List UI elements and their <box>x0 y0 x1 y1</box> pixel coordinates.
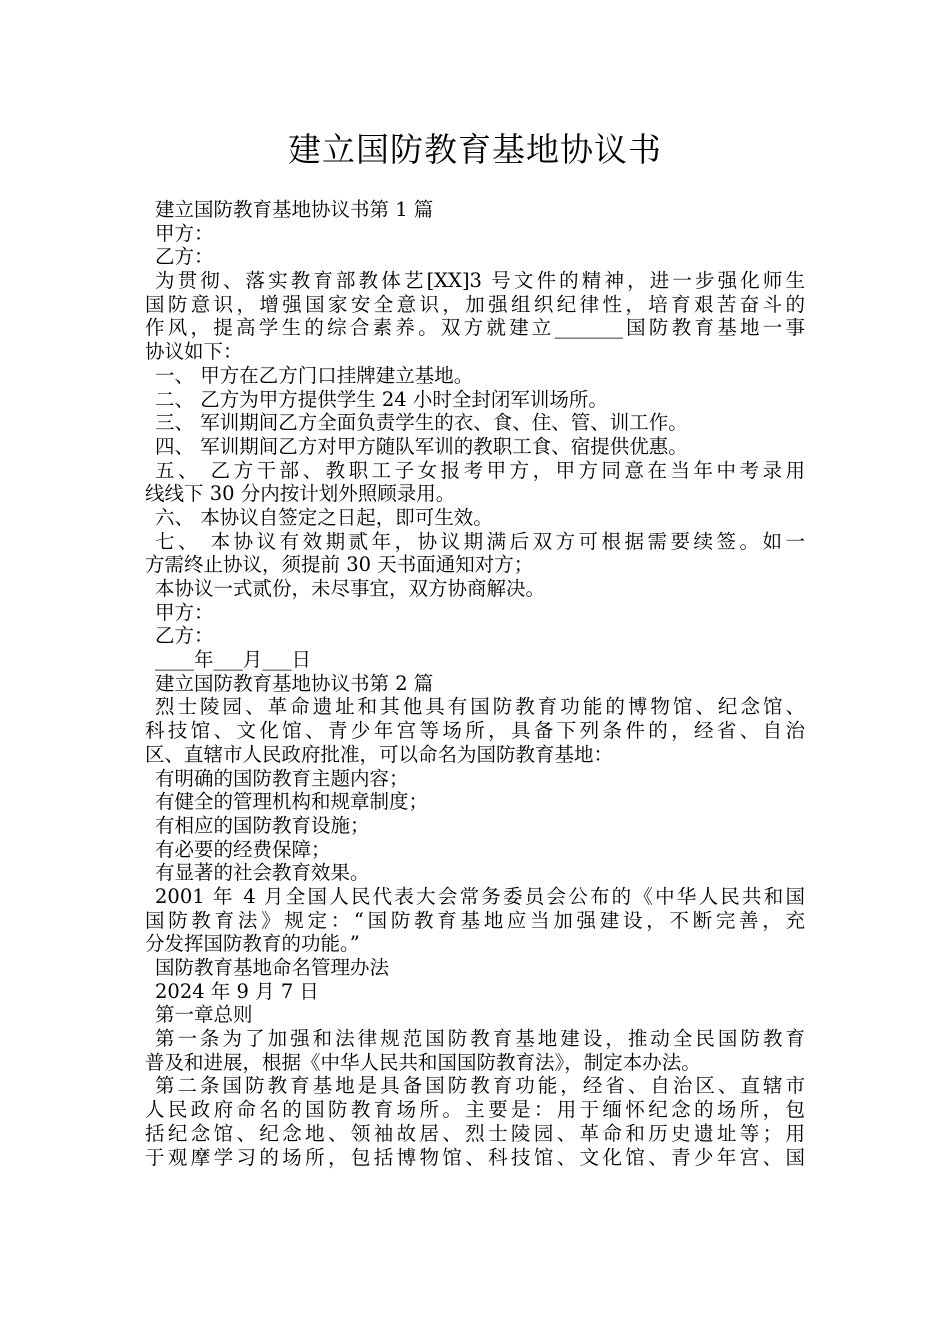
text-line: 乙方： <box>155 245 214 269</box>
text-line: 建立国防教育基地协议书第 1 篇 <box>155 198 434 221</box>
text-line: 2024 年 9 月 7 日 <box>155 979 319 1003</box>
text-line: 甲方： <box>155 600 214 624</box>
text-line: 有相应的国防教育设施； <box>155 813 370 837</box>
text-line: 国防意识，增强国家安全意识，加强组织纪律性，培育艰苦奋斗的 <box>145 292 805 316</box>
text-line: 为贯彻、落实教育部教体艺[XX]3 号文件的精神，进一步强化师生 <box>155 269 805 293</box>
text-line: 科技馆、文化馆、青少年宫等场所，具备下列条件的，经省、自治 <box>145 719 805 743</box>
text-line: 协议如下： <box>145 340 243 364</box>
text-line: 五、 乙方干部、教职工子女报考甲方，甲方同意在当年中考录用 <box>155 458 805 482</box>
text-line: 作风，提高学生的综合素养。双方就建立_______国防教育基地一事 <box>145 316 805 340</box>
text-line: 第一条为了加强和法律规范国防教育基地建设，推动全民国防教育 <box>155 1027 805 1051</box>
text-line: 建立国防教育基地协议书第 2 篇 <box>155 671 434 695</box>
text-line: 有显著的社会教育效果。 <box>155 861 370 885</box>
text-line: 2001 年 4 月全国人民代表大会常务委员会公布的《中华人民共和国 <box>155 884 805 908</box>
text-line: 有明确的国防教育主题内容； <box>155 766 409 790</box>
text-line: 乙方： <box>155 624 214 648</box>
text-line: 线线下 30 分内按计划外照顾录用。 <box>145 482 456 506</box>
text-line: 普及和进展，根据《中华人民共和国国防教育法》，制定本办法。 <box>145 1050 701 1074</box>
text-line: ____年___月___日 <box>155 648 312 672</box>
text-line: 国防教育法》规定：“国防教育基地应当加强建设，不断完善，充 <box>145 908 805 932</box>
text-line: 方需终止协议，须提前 30 天书面通知对方； <box>145 553 534 577</box>
text-line: 三、 军训期间乙方全面负责学生的衣、食、住、管、训工作。 <box>155 411 688 435</box>
text-line: 第一章总则 <box>155 1003 253 1027</box>
text-line: 一、 甲方在乙方门口挂牌建立基地。 <box>155 363 474 387</box>
text-line: 国防教育基地命名管理办法 <box>155 956 390 979</box>
text-line: 分发挥国防教育的功能。” <box>145 932 360 956</box>
text-line: 区、直辖市人民政府批准，可以命名为国防教育基地： <box>145 742 614 766</box>
text-line: 甲方： <box>155 221 214 245</box>
text-line: 括纪念馆、纪念地、领袖故居、烈士陵园、革命和历史遗址等；用 <box>145 1121 805 1145</box>
text-line: 于观摩学习的场所，包括博物馆、科技馆、文化馆、青少年宫、国 <box>145 1145 805 1169</box>
text-line: 四、 军训期间乙方对甲方随队军训的教职工食、宿提供优惠。 <box>155 434 688 458</box>
text-line: 有必要的经费保障； <box>155 837 331 861</box>
text-line: 本协议一式贰份，未尽事宜，双方协商解决。 <box>155 577 546 600</box>
text-line: 第二条国防教育基地是具备国防教育功能，经省、自治区、直辖市 <box>155 1074 805 1098</box>
document-title: 建立国防教育基地协议书 <box>288 130 662 169</box>
text-line: 烈士陵园、革命遗址和其他具有国防教育功能的博物馆、纪念馆、 <box>155 695 805 719</box>
text-line: 有健全的管理机构和规章制度； <box>155 790 429 814</box>
text-line: 六、 本协议自签定之日起，即可生效。 <box>155 505 493 529</box>
document-body <box>145 198 805 1169</box>
text-line: 二、 乙方为甲方提供学生 24 小时全封闭军训场所。 <box>155 387 608 411</box>
text-line: 七、 本协议有效期贰年，协议期满后双方可根据需要续签。如一 <box>155 529 805 553</box>
text-line: 人民政府命名的国防教育场所。主要是：用于缅怀纪念的场所，包 <box>145 1098 805 1122</box>
